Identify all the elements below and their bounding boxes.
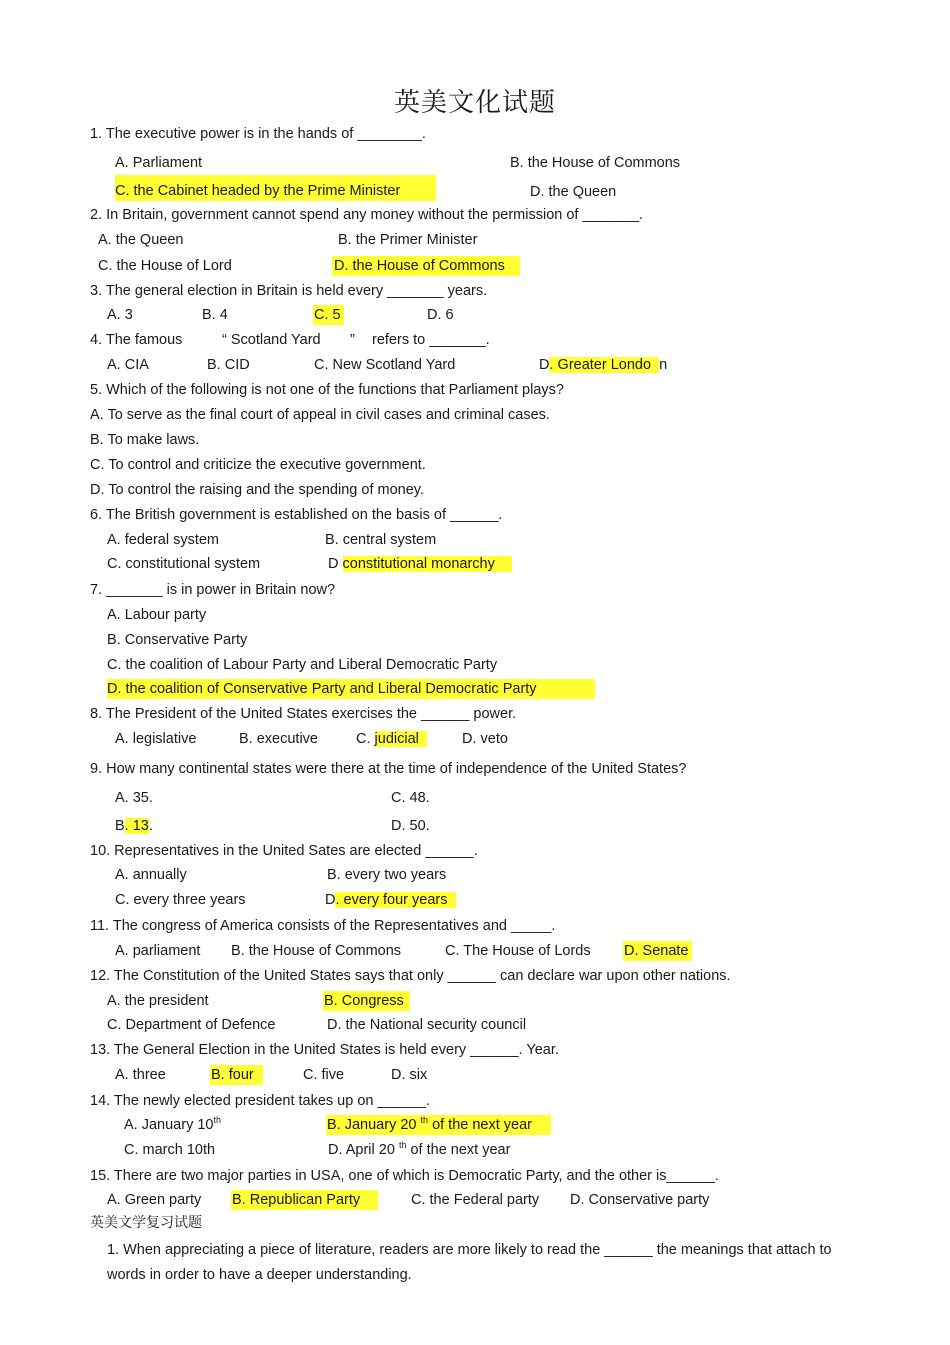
question-7-option-b: B. Conservative Party	[107, 632, 248, 648]
question-4-option-d-tail: n	[659, 357, 668, 373]
question-10-option-a: A. annually	[115, 867, 187, 883]
question-9-option-b-highlight: . 13	[124, 818, 149, 834]
question-8-option-c-letter: C.	[356, 731, 371, 747]
question-8-option-a: A. legislative	[115, 731, 197, 747]
question-14-stem: 14. The newly elected president takes up on ______.	[90, 1093, 430, 1109]
question-8-option-d: D. veto	[462, 731, 508, 747]
question-5-option-c: C. To control and criticize the executive government.	[90, 457, 426, 473]
question-15-option-a: A. Green party	[107, 1192, 202, 1208]
literature-question-1-line-2: words in order to have a deeper understanding.	[107, 1267, 412, 1283]
question-4-option-b: B. CID	[207, 357, 250, 373]
question-13-option-a: A. three	[115, 1067, 166, 1083]
question-14-option-d	[328, 1140, 510, 1160]
page-title: 英美文化试题	[393, 88, 556, 118]
question-11-option-c: C. The House of Lords	[445, 943, 591, 959]
question-14-option-b-tail: of the next year	[432, 1117, 533, 1133]
question-11-option-d: D. Senate	[623, 941, 692, 961]
question-15-option-d: D. Conservative party	[570, 1192, 710, 1208]
question-4-option-d	[539, 355, 667, 375]
question-3-option-b: B. 4	[202, 307, 228, 323]
question-6-option-a: A. federal system	[107, 532, 220, 548]
question-6-option-d-letter: D	[328, 556, 339, 572]
question-12-option-c: C. Department of Defence	[107, 1017, 276, 1033]
question-14-option-c: C. march 10th	[124, 1142, 216, 1158]
question-3-option-c: C. 5	[313, 305, 344, 325]
question-2-stem: 2. In Britain, government cannot spend any money without the permission of _______.	[90, 207, 643, 223]
question-7-stem: 7. _______ is in power in Britain now?	[90, 582, 336, 598]
question-14-option-a-text: A. January 10	[124, 1117, 214, 1133]
question-10-option-d	[325, 890, 456, 910]
question-11-stem: 11. The congress of America consists of the Representatives and _____.	[90, 918, 556, 934]
question-14-option-d-tail: of the next year	[410, 1142, 511, 1158]
question-10-option-d-highlight: . every four years	[335, 892, 455, 908]
question-13-stem: 13. The General Election in the United States is held every ______. Year.	[90, 1042, 559, 1058]
question-12-option-d: D. the National security council	[327, 1017, 527, 1033]
question-3-option-a: A. 3	[107, 307, 133, 323]
question-8-option-b: B. executive	[239, 731, 318, 747]
question-8-option-c-highlight: judicial	[375, 731, 427, 747]
question-7-option-d: D. the coalition of Conservative Party and Liberal Democratic Party	[107, 679, 595, 699]
question-14-option-b-sup: th	[420, 1115, 429, 1125]
question-6-option-c: C. constitutional system	[107, 556, 261, 572]
question-6-stem: 6. The British government is established on the basis of ______.	[90, 507, 503, 523]
question-15-option-b: B. Republican Party	[231, 1190, 378, 1210]
question-14-option-d-sup: th	[398, 1140, 407, 1150]
question-5-stem: 5. Which of the following is not one of the functions that Parliament plays?	[90, 382, 564, 398]
question-4-option-c: C. New Scotland Yard	[314, 357, 456, 373]
question-9-option-b-letter: B	[115, 818, 125, 834]
question-14-option-b	[326, 1115, 551, 1135]
question-13-option-d: D. six	[391, 1067, 428, 1083]
question-3-stem: 3. The general election in Britain is held every _______ years.	[90, 283, 488, 299]
question-12-option-b: B. Congress	[323, 991, 410, 1011]
question-6-option-d-highlight: constitutional monarchy	[343, 556, 512, 572]
question-12-option-a: A. the president	[107, 993, 209, 1009]
question-9-option-b-tail: .	[148, 818, 153, 834]
question-6-option-d	[328, 554, 512, 574]
question-2-option-b: B. the Primer Minister	[338, 232, 478, 248]
question-11-option-b: B. the House of Commons	[231, 943, 402, 959]
question-9-option-c: C. 48.	[391, 790, 430, 806]
question-9-stem: 9. How many continental states were there at the time of independence of the United States?	[90, 761, 687, 777]
question-3-option-d: D. 6	[427, 307, 454, 323]
question-15-stem: 15. There are two major parties in USA, one of which is Democratic Party, and the other is______.	[90, 1168, 719, 1184]
question-10-option-d-letter: D	[325, 892, 336, 908]
question-10-option-b: B. every two years	[327, 867, 447, 883]
question-10-option-c: C. every three years	[115, 892, 246, 908]
question-12-stem: 12. The Constitution of the United States says that only ______ can declare war upon other nations.	[90, 968, 731, 984]
question-9-option-b	[115, 816, 153, 836]
question-15-option-c: C. the Federal party	[411, 1192, 540, 1208]
question-13-option-c: C. five	[303, 1067, 345, 1083]
question-1-stem: 1. The executive power is in the hands of ________.	[90, 126, 426, 142]
question-6-option-b: B. central system	[325, 532, 437, 548]
section-2-title: 英美文学复习试题	[90, 1215, 202, 1231]
question-10-stem: 10. Representatives in the United Sates are elected ______.	[90, 843, 478, 859]
question-1-option-b: B. the House of Commons	[510, 155, 681, 171]
question-2-option-c: C. the House of Lord	[98, 258, 232, 274]
literature-question-1-line-1: 1. When appreciating a piece of literature, readers are more likely to read the ______ the meanings that attach to	[107, 1242, 832, 1258]
question-1-option-a: A. Parliament	[115, 155, 203, 171]
question-2-option-a: A. the Queen	[98, 232, 184, 248]
question-4-stem-start: 4. The famous	[90, 332, 183, 348]
question-5-option-d: D. To control the raising and the spending of money.	[90, 482, 424, 498]
question-13-option-b: B. four	[210, 1065, 263, 1085]
question-14-option-a-sup: th	[213, 1115, 221, 1125]
question-8-stem: 8. The President of the United States exercises the ______ power.	[90, 706, 517, 722]
question-14-option-b-text: B. January 20	[327, 1117, 417, 1133]
question-8-option-c	[356, 729, 427, 749]
question-7-option-c: C. the coalition of Labour Party and Liberal Democratic Party	[107, 657, 498, 673]
question-9-option-d: D. 50.	[391, 818, 430, 834]
question-9-option-a: A. 35.	[115, 790, 153, 806]
question-4-option-d-letter: D	[539, 357, 550, 373]
question-4-option-d-highlight: . Greater Londo	[549, 357, 659, 373]
question-4-stem-quote: ”	[350, 332, 355, 348]
question-2-option-d: D. the House of Commons	[332, 256, 520, 276]
question-4-stem-end: refers to _______.	[372, 332, 490, 348]
question-14-option-d-text: D. April 20	[328, 1142, 395, 1158]
question-5-option-b: B. To make laws.	[90, 432, 200, 448]
question-11-option-a: A. parliament	[115, 943, 201, 959]
question-4-stem-term: “ Scotland Yard	[222, 332, 321, 348]
question-1-option-d: D. the Queen	[530, 184, 617, 200]
question-1-option-c: C. the Cabinet headed by the Prime Minister	[115, 175, 436, 201]
question-5-option-a: A. To serve as the final court of appeal in civil cases and criminal cases.	[90, 407, 550, 423]
question-4-option-a: A. CIA	[107, 357, 149, 373]
question-7-option-a: A. Labour party	[107, 607, 207, 623]
question-14-option-a	[124, 1115, 221, 1135]
